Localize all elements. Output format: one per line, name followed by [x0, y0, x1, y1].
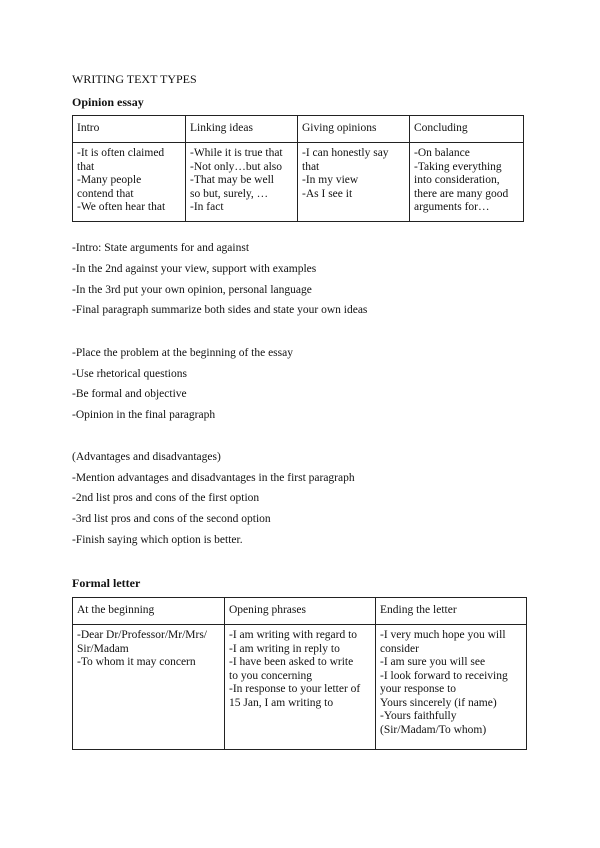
essay-structure-line-4: -Final paragraph summarize both sides and state your own ideas: [72, 304, 368, 316]
table-line: -I can honestly say: [302, 147, 389, 159]
table-line: -On balance: [414, 147, 470, 159]
cell-ending-phrases: [376, 625, 527, 750]
essay-structure-line-2: -In the 2nd against your view, support with examples: [72, 263, 317, 275]
table-line: -I have been asked to write: [229, 656, 354, 668]
table-line: -Dear Dr/Professor/Mr/Mrs/: [77, 629, 207, 641]
table-line: Sir/Madam: [77, 642, 129, 655]
table-line: -I look forward to receiving: [380, 669, 508, 682]
table-line: -In fact: [190, 201, 224, 213]
table-line: (Sir/Madam/To whom): [380, 723, 487, 736]
advantages-line-5: -Finish saying which option is better.: [72, 534, 243, 546]
table-line: -I am writing in reply to: [229, 642, 340, 655]
advantages-line-1: (Advantages and disadvantages): [72, 451, 221, 463]
table-line: to you concerning: [229, 669, 313, 682]
essay-tip-line-1: -Place the problem at the beginning of the essay: [72, 347, 293, 359]
formal-table-body-row: [73, 625, 527, 750]
header-linking-ideas: Linking ideas: [186, 116, 298, 143]
header-concluding: Concluding: [410, 116, 524, 143]
table-line: -As I see it: [302, 187, 353, 200]
formal-letter-table: [72, 597, 527, 750]
cell-beginning-phrases: [73, 625, 225, 750]
opinion-table-header-row: [73, 116, 524, 143]
table-line: -I am writing with regard to: [229, 629, 358, 641]
essay-tip-line-2: -Use rhetorical questions: [72, 368, 187, 380]
opinion-table-body-row: [73, 143, 524, 222]
table-line: 15 Jan, I am writing to: [229, 696, 334, 709]
table-line: -Yours faithfully: [380, 710, 457, 722]
header-opening-phrases: Opening phrases: [225, 598, 376, 625]
opinion-essay-heading: Opinion essay: [72, 95, 144, 109]
cell-opinion-phrases: [298, 143, 410, 222]
table-line: -In response to your letter of: [229, 683, 361, 695]
formal-table-header-row: [73, 598, 527, 625]
table-line: -Not only…but also: [190, 160, 282, 173]
table-line: that: [77, 160, 95, 173]
table-line: -I am sure you will see: [380, 656, 486, 668]
header-ending-the-letter: Ending the letter: [376, 598, 527, 625]
table-line: Yours sincerely (if name): [380, 696, 497, 709]
table-line: -While it is true that: [190, 147, 283, 159]
header-giving-opinions: Giving opinions: [298, 116, 410, 143]
advantages-line-3: -2nd list pros and cons of the first option: [72, 492, 260, 504]
opinion-essay-table: [72, 115, 524, 222]
advantages-line-2: -Mention advantages and disadvantages in the first paragraph: [72, 472, 355, 484]
table-line: -We often hear that: [77, 201, 166, 213]
table-line: -In my view: [302, 174, 359, 186]
table-line: -That may be well: [190, 174, 274, 186]
table-line: -To whom it may concern: [77, 656, 196, 668]
header-at-the-beginning: At the beginning: [73, 598, 225, 625]
cell-concluding-phrases: [410, 143, 524, 222]
document-title: WRITING TEXT TYPES: [72, 72, 197, 86]
cell-linking-phrases: [186, 143, 298, 222]
table-line: consider: [380, 642, 419, 655]
table-line: that: [302, 160, 320, 173]
table-line: arguments for…: [414, 201, 490, 213]
cell-intro-phrases: [73, 143, 186, 222]
cell-opening-phrases: [225, 625, 376, 750]
table-line: -I very much hope you will: [380, 629, 506, 641]
essay-structure-line-1: -Intro: State arguments for and against: [72, 242, 250, 254]
table-line: into consideration,: [414, 174, 500, 186]
advantages-line-4: -3rd list pros and cons of the second option: [72, 513, 271, 525]
header-intro: Intro: [73, 116, 186, 143]
table-line: -Taking everything: [414, 160, 502, 173]
table-line: your response to: [380, 683, 457, 695]
essay-tip-line-3: -Be formal and objective: [72, 388, 187, 400]
essay-tip-line-4: -Opinion in the final paragraph: [72, 409, 216, 421]
table-line: contend that: [77, 187, 134, 200]
table-line: so but, surely, …: [190, 187, 269, 200]
formal-letter-heading: Formal letter: [72, 576, 141, 590]
table-line: there are many good: [414, 187, 509, 200]
essay-structure-line-3: -In the 3rd put your own opinion, personal language: [72, 284, 312, 296]
table-line: -Many people: [77, 174, 142, 186]
table-line: -It is often claimed: [77, 147, 165, 159]
